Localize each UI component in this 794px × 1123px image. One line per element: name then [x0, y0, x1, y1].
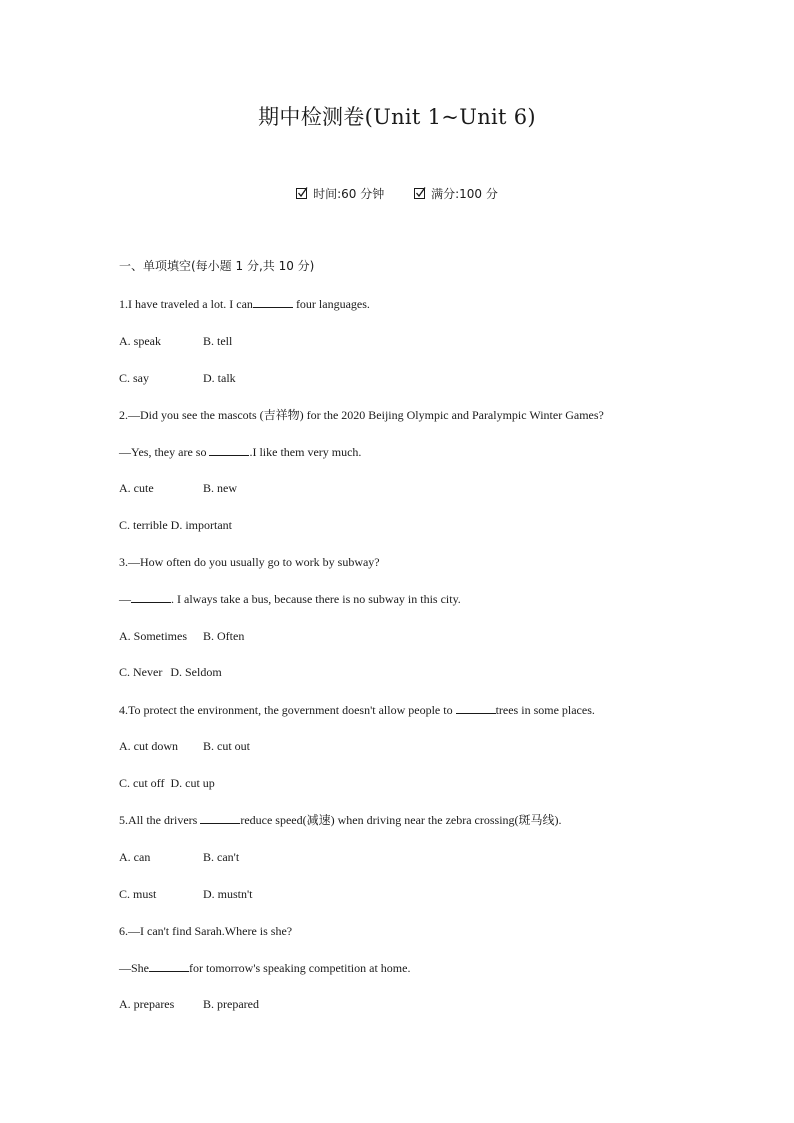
- option: B. can't: [203, 850, 240, 864]
- option: C. cut off: [119, 776, 165, 790]
- question-5-options-row-2: [119, 886, 253, 902]
- answer-blank: [253, 296, 293, 308]
- option: B. cut out: [203, 739, 250, 753]
- section-heading: 一、单项填空(每小题 1 分,共 10 分): [119, 259, 315, 273]
- option: C. say: [119, 371, 149, 385]
- answer-blank: [131, 591, 171, 603]
- option: A. cute: [119, 481, 154, 495]
- checkbox-icon: [296, 187, 308, 199]
- question-2-options-row-1: [119, 480, 237, 496]
- exam-title: 期中检测卷(Unit 1~Unit 6): [258, 105, 536, 129]
- option: B. prepared: [203, 997, 259, 1011]
- score-label: 满分:100 分: [431, 187, 498, 201]
- option: A. prepares: [119, 997, 175, 1011]
- option: D. Seldom: [170, 665, 222, 679]
- question-3-response: — . I always take a bus, because there is no subway in this city.: [119, 592, 461, 606]
- question-3-options-row-1: [119, 628, 244, 644]
- question-5-stem: 5.All the drivers reduce speed(减速) when driving near the zebra crossing(斑马线).: [119, 813, 562, 827]
- question-6-response: —She for tomorrow's speaking competition at home.: [119, 961, 411, 975]
- question-4-stem: 4.To protect the environment, the government doesn't allow people to trees in some places.: [119, 703, 595, 717]
- question-2-options-row-2: [119, 517, 232, 533]
- option: B. Often: [203, 629, 245, 643]
- option: C. must: [119, 887, 157, 901]
- question-2-stem: 2.—Did you see the mascots (吉祥物) for the 2020 Beijing Olympic and Paralympic Winter Games?: [119, 408, 604, 422]
- question-4-options-row-2: [119, 775, 215, 791]
- question-2-response: —Yes, they are so .I like them very much.: [119, 445, 362, 459]
- question-1-options-row-1: [119, 333, 232, 349]
- question-3-stem: 3.—How often do you usually go to work by subway?: [119, 555, 380, 569]
- question-1-stem: 1.I have traveled a lot. I can four languages.: [119, 297, 370, 311]
- time-label: 时间:60 分钟: [313, 187, 385, 201]
- time-info: [296, 185, 384, 202]
- option: B. tell: [203, 334, 233, 348]
- question-5-options-row-1: [119, 849, 239, 865]
- question-1-options-row-2: [119, 370, 236, 386]
- checkbox-icon: [414, 187, 426, 199]
- option: C. Never: [119, 665, 163, 679]
- question-6-options-row-1: [119, 996, 259, 1012]
- option: A. Sometimes: [119, 629, 187, 643]
- answer-blank: [200, 812, 240, 824]
- option: A. cut down: [119, 739, 178, 753]
- option: D. talk: [203, 371, 236, 385]
- score-info: [414, 185, 498, 202]
- answer-blank: [456, 702, 496, 714]
- option: D. mustn't: [203, 887, 253, 901]
- option: B. new: [203, 481, 237, 495]
- answer-blank: [209, 444, 249, 456]
- option: A. speak: [119, 334, 161, 348]
- option: C. terrible D. important: [119, 518, 232, 532]
- answer-blank: [149, 960, 189, 972]
- question-6-stem: 6.—I can't find Sarah.Where is she?: [119, 924, 293, 938]
- question-3-options-row-2: [119, 664, 222, 680]
- option: D. cut up: [170, 776, 215, 790]
- option: A. can: [119, 850, 151, 864]
- exam-meta: [0, 185, 794, 202]
- question-4-options-row-1: [119, 738, 250, 754]
